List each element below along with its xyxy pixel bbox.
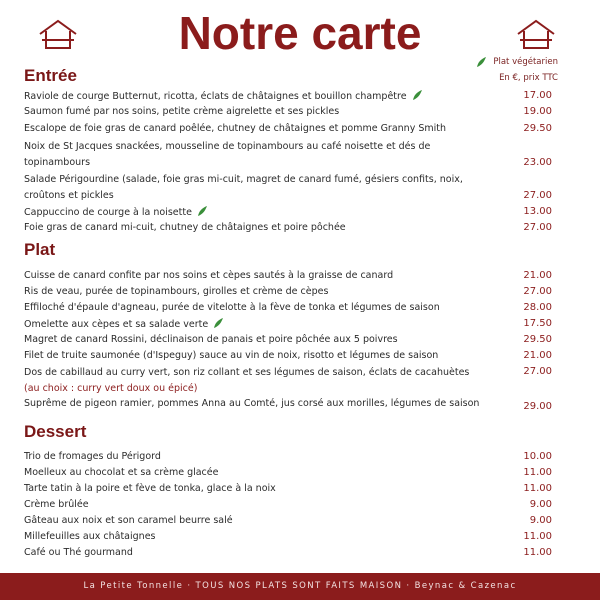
item-price: 28.00 xyxy=(523,302,552,313)
item-name: Magret de canard Rossini, déclinaison de panais et poire pôchée aux 5 poivres xyxy=(24,334,398,345)
menu-item xyxy=(24,172,552,202)
menu-item xyxy=(24,530,552,543)
item-name: Ris de veau, purée de topinambours, girolles et crème de cèpes xyxy=(24,286,329,297)
item-price: 29.50 xyxy=(523,334,552,345)
menu-item xyxy=(24,498,552,511)
item-price: 9.00 xyxy=(529,515,552,526)
item-price: 21.00 xyxy=(523,350,552,361)
menu-item xyxy=(24,349,552,362)
menu-item xyxy=(24,105,552,118)
menu-item xyxy=(24,450,552,463)
item-name: Salade Périgourdine (salade, foie gras mi-cuit, magret de canard fumé, gésiers confits, noix, croûtons et pickles xyxy=(24,174,463,201)
item-price: 11.00 xyxy=(523,483,552,494)
vegetarian-label: Plat végétarien xyxy=(493,57,558,67)
menu-item xyxy=(24,122,552,135)
item-name: Crème brûlée xyxy=(24,499,89,510)
menu-item xyxy=(24,205,552,218)
item-price: 27.00 xyxy=(523,366,552,377)
menu-item xyxy=(24,301,552,314)
item-price: 11.00 xyxy=(523,547,552,558)
item-note: (au choix : curry vert doux ou épicé) xyxy=(24,383,198,394)
menu-item xyxy=(24,546,552,559)
leaf-icon xyxy=(212,317,224,329)
item-price: 19.00 xyxy=(523,106,552,117)
item-name: Effiloché d'épaule d'agneau, purée de vitelotte à la fève de tonka et légumes de saison xyxy=(24,302,440,313)
item-price: 17.00 xyxy=(523,90,552,101)
section-title-dessert: Dessert xyxy=(24,422,87,441)
house-icon xyxy=(516,18,556,52)
item-name: Raviole de courge Butternut, ricotta, éclats de châtaignes et bouillon champêtre xyxy=(24,91,407,102)
leaf-icon xyxy=(475,56,487,68)
item-price: 11.00 xyxy=(523,467,552,478)
item-name: Foie gras de canard mi-cuit, chutney de châtaignes et poire pôchée xyxy=(24,222,346,233)
item-name: Escalope de foie gras de canard poêlée, chutney de châtaignes et pomme Granny Smith xyxy=(24,123,447,134)
section-title-plat: Plat xyxy=(24,240,56,259)
menu-item xyxy=(24,466,552,479)
item-name: Café ou Thé gourmand xyxy=(24,547,133,558)
item-name: Suprême de pigeon ramier, pommes Anna au Comté, jus corsé aux morilles, légumes de saison xyxy=(24,398,480,409)
menu-item xyxy=(24,397,552,413)
menu-item xyxy=(24,269,552,282)
item-name: Saumon fumé par nos soins, petite crème aigrelette et ses pickles xyxy=(24,106,340,117)
item-price: 27.00 xyxy=(523,286,552,297)
item-price: 9.00 xyxy=(529,499,552,510)
menu-item xyxy=(24,365,552,395)
item-name: Dos de cabillaud au curry vert, son riz collant et ses légumes de saison, éclats de cacahuètes xyxy=(24,367,470,378)
menu-item xyxy=(24,333,552,346)
price-note: En €, prix TTC xyxy=(499,73,558,83)
item-name: Cappuccino de courge à la noisette xyxy=(24,207,192,218)
footer-banner: La Petite Tonnelle · TOUS NOS PLATS SONT FAITS MAISON · Beynac & Cazenac xyxy=(0,573,600,600)
item-price: 10.00 xyxy=(523,451,552,462)
item-name: Tarte tatin à la poire et fève de tonka, glace à la noix xyxy=(24,483,276,494)
item-name: Moelleux au chocolat et sa crème glacée xyxy=(24,467,219,478)
item-name: Omelette aux cèpes et sa salade verte xyxy=(24,319,209,330)
item-price: 27.00 xyxy=(523,190,552,201)
item-name: Noix de St Jacques snackées, mousseline de topinambours au café noisette et dés de topinambours xyxy=(24,141,431,168)
item-price: 17.50 xyxy=(523,318,552,329)
section-title-entree: Entrée xyxy=(24,66,77,85)
legend xyxy=(475,54,558,86)
item-price: 29.50 xyxy=(523,123,552,134)
menu-item xyxy=(24,89,552,102)
menu-item xyxy=(24,514,552,527)
menu-item xyxy=(24,221,552,234)
item-name: Gâteau aux noix et son caramel beurre salé xyxy=(24,515,233,526)
menu-item xyxy=(24,482,552,495)
item-name: Cuisse de canard confite par nos soins et cèpes sautés à la graisse de canard xyxy=(24,270,394,281)
page-title: Notre carte xyxy=(178,7,422,59)
leaf-icon xyxy=(411,89,423,101)
menu-item xyxy=(24,317,552,330)
item-price: 13.00 xyxy=(523,206,552,217)
item-name: Millefeuilles aux châtaignes xyxy=(24,531,156,542)
menu-item xyxy=(24,139,552,169)
menu-item xyxy=(24,285,552,298)
item-price: 11.00 xyxy=(523,531,552,542)
item-name: Trio de fromages du Périgord xyxy=(24,451,161,462)
item-name: Filet de truite saumonée (d'Ispeguy) sauce au vin de noix, risotto et légumes de saison xyxy=(24,350,439,361)
leaf-icon xyxy=(196,205,208,217)
item-price: 23.00 xyxy=(523,157,552,168)
item-price: 21.00 xyxy=(523,270,552,281)
item-price: 27.00 xyxy=(523,222,552,233)
item-price: 29.00 xyxy=(523,401,552,412)
